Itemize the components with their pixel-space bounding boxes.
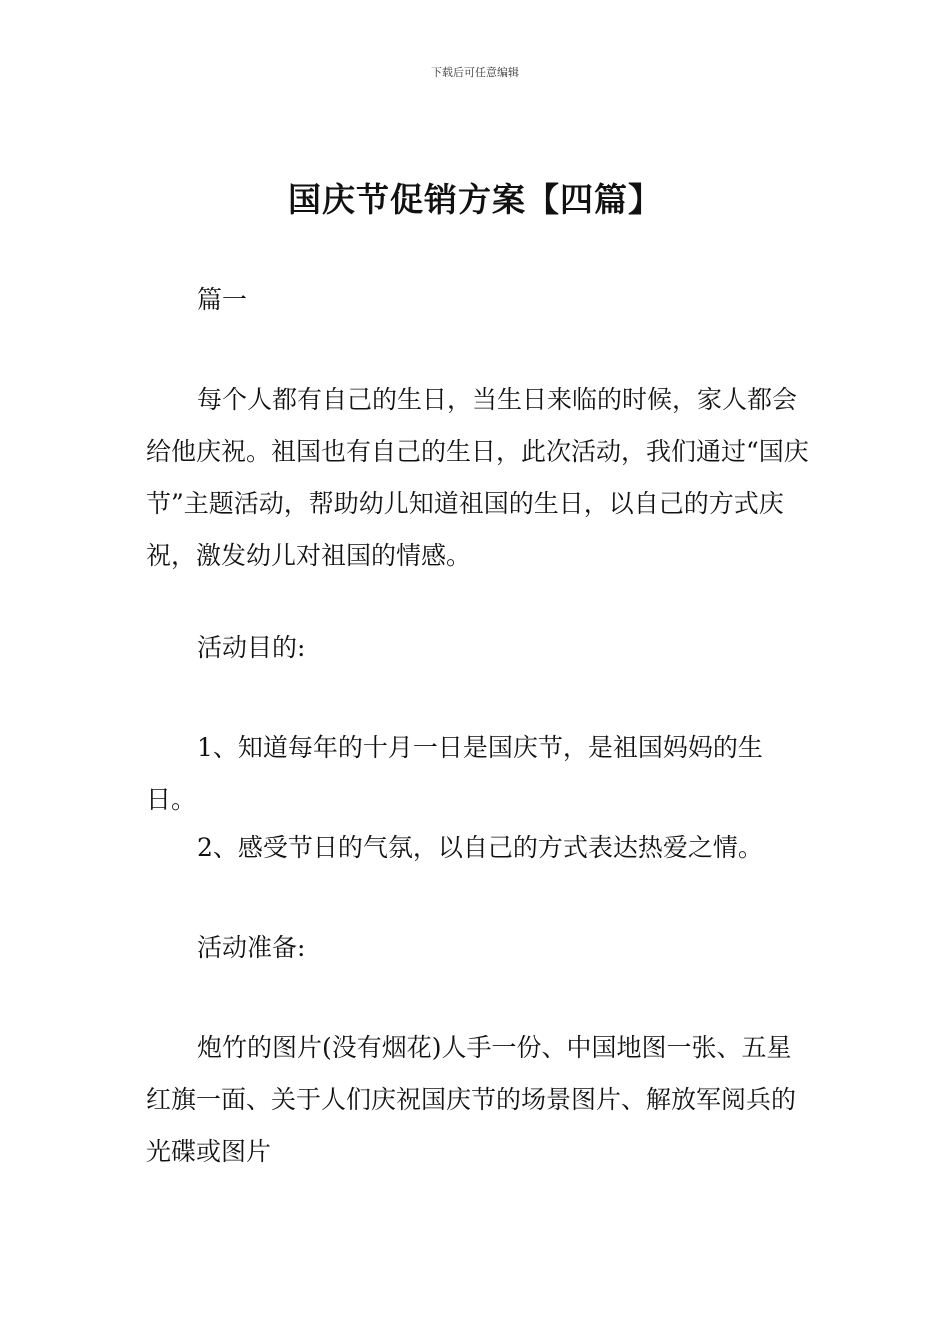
document-title: 国庆节促销方案【四篇】 xyxy=(288,180,662,219)
objective-item-1: 1、知道每年的十月一日是国庆节，是祖国妈妈的生日。 xyxy=(146,733,763,814)
objective-item-2: 2、感受节日的气氛，以自己的方式表达热爱之情。 xyxy=(197,833,763,862)
preparation-paragraph: 炮竹的图片(没有烟花)人手一份、中国地图一张、五星红旗一面、关于人们庆祝国庆节的场景图片、解放军阅兵的光碟或图片 xyxy=(146,1033,797,1166)
intro-paragraph: 每个人都有自己的生日，当生日来临的时候，家人都会给他庆祝。祖国也有自己的生日，此次活动，我们通过“国庆节”主题活动，帮助幼儿知道祖国的生日，以自己的方式庆祝，激发幼儿对祖国的情感。 xyxy=(146,385,809,570)
section-heading-part-one: 篇一 xyxy=(197,285,248,314)
objectives-heading: 活动目的: xyxy=(197,633,306,662)
preparation-heading: 活动准备: xyxy=(197,933,306,962)
header-note: 下载后可任意编辑 xyxy=(431,66,519,79)
